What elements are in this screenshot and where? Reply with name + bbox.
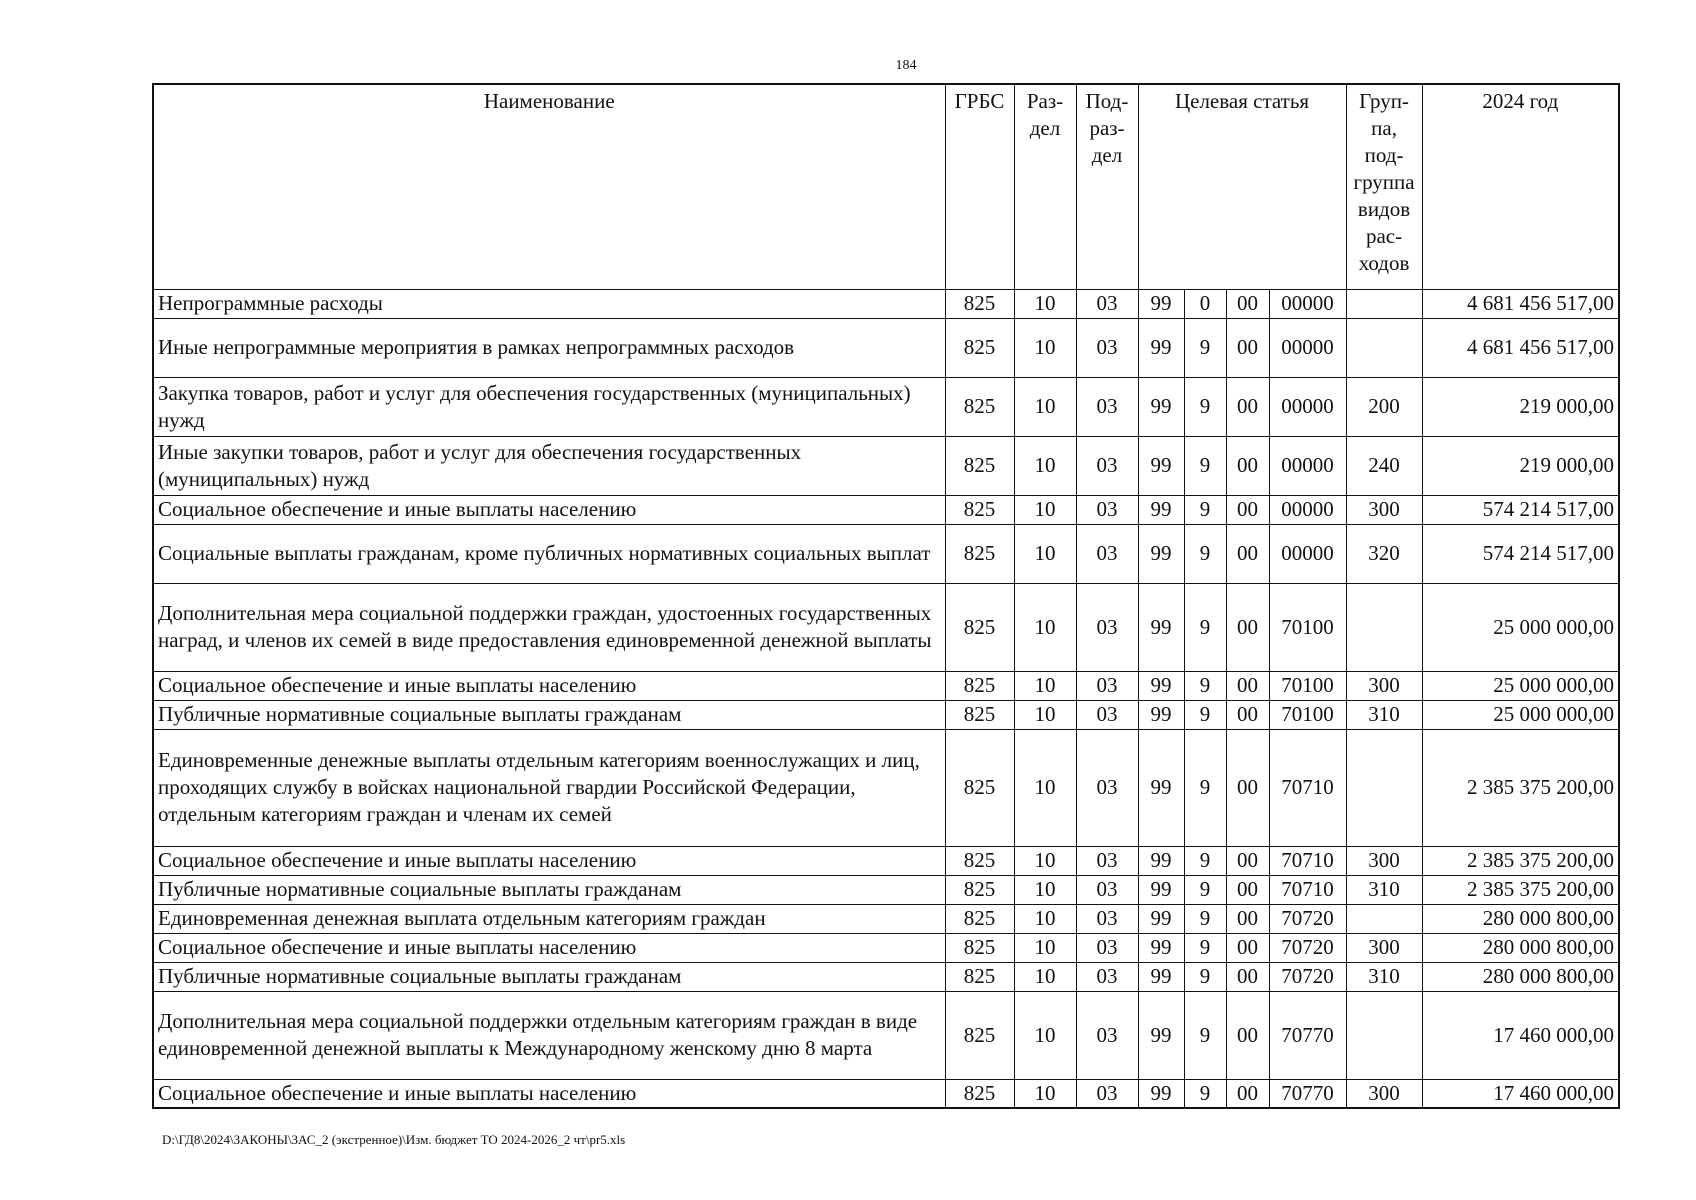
row-name: Социальное обеспечение и иные выплаты населению bbox=[153, 671, 945, 700]
row-grbs: 825 bbox=[945, 933, 1014, 962]
row-target-subprogram: 9 bbox=[1184, 495, 1226, 524]
row-name: Социальное обеспечение и иные выплаты населению bbox=[153, 846, 945, 875]
header-grbs: ГРБС bbox=[945, 84, 1014, 289]
row-expense-group bbox=[1346, 991, 1422, 1079]
row-podrazdel: 03 bbox=[1076, 1079, 1138, 1108]
row-target-code: 00000 bbox=[1269, 436, 1346, 495]
row-target-code: 00000 bbox=[1269, 377, 1346, 436]
row-target-direction: 00 bbox=[1226, 991, 1269, 1079]
row-name: Дополнительная мера социальной поддержки граждан, удостоенных государственных наград, и членов их семей в виде предоставления единовременной денежной выплаты bbox=[153, 583, 945, 671]
row-podrazdel: 03 bbox=[1076, 524, 1138, 583]
row-expense-group: 310 bbox=[1346, 962, 1422, 991]
row-target-code: 00000 bbox=[1269, 524, 1346, 583]
row-amount: 280 000 800,00 bbox=[1422, 962, 1619, 991]
row-razdel: 10 bbox=[1014, 377, 1076, 436]
page-number: 184 bbox=[895, 58, 917, 73]
row-expense-group: 300 bbox=[1346, 495, 1422, 524]
row-target-program: 99 bbox=[1138, 904, 1184, 933]
row-target-direction: 00 bbox=[1226, 729, 1269, 846]
row-razdel: 10 bbox=[1014, 289, 1076, 318]
table-row bbox=[153, 1079, 1619, 1108]
row-name: Социальные выплаты гражданам, кроме публичных нормативных социальных выплат bbox=[153, 524, 945, 583]
header-podrazdel: Под- раз- дел bbox=[1076, 84, 1138, 289]
row-grbs: 825 bbox=[945, 377, 1014, 436]
row-target-program: 99 bbox=[1138, 524, 1184, 583]
row-expense-group: 300 bbox=[1346, 671, 1422, 700]
row-grbs: 825 bbox=[945, 700, 1014, 729]
row-podrazdel: 03 bbox=[1076, 700, 1138, 729]
row-expense-group: 300 bbox=[1346, 933, 1422, 962]
row-amount: 280 000 800,00 bbox=[1422, 933, 1619, 962]
row-amount: 4 681 456 517,00 bbox=[1422, 318, 1619, 377]
row-podrazdel: 03 bbox=[1076, 377, 1138, 436]
row-razdel: 10 bbox=[1014, 846, 1076, 875]
row-target-code: 70100 bbox=[1269, 700, 1346, 729]
row-target-program: 99 bbox=[1138, 671, 1184, 700]
row-amount: 4 681 456 517,00 bbox=[1422, 289, 1619, 318]
row-target-subprogram: 9 bbox=[1184, 991, 1226, 1079]
row-podrazdel: 03 bbox=[1076, 991, 1138, 1079]
row-name: Публичные нормативные социальные выплаты гражданам bbox=[153, 875, 945, 904]
row-podrazdel: 03 bbox=[1076, 904, 1138, 933]
row-podrazdel: 03 bbox=[1076, 846, 1138, 875]
row-target-code: 70770 bbox=[1269, 991, 1346, 1079]
row-target-direction: 00 bbox=[1226, 671, 1269, 700]
row-amount: 574 214 517,00 bbox=[1422, 524, 1619, 583]
row-target-code: 70710 bbox=[1269, 729, 1346, 846]
row-grbs: 825 bbox=[945, 495, 1014, 524]
row-razdel: 10 bbox=[1014, 875, 1076, 904]
row-name: Публичные нормативные социальные выплаты гражданам bbox=[153, 700, 945, 729]
row-target-subprogram: 9 bbox=[1184, 729, 1226, 846]
row-grbs: 825 bbox=[945, 875, 1014, 904]
row-expense-group: 240 bbox=[1346, 436, 1422, 495]
row-target-subprogram: 9 bbox=[1184, 436, 1226, 495]
row-amount: 219 000,00 bbox=[1422, 377, 1619, 436]
header-name: Наименование bbox=[153, 84, 945, 289]
row-podrazdel: 03 bbox=[1076, 671, 1138, 700]
row-target-direction: 00 bbox=[1226, 524, 1269, 583]
row-expense-group: 300 bbox=[1346, 846, 1422, 875]
row-grbs: 825 bbox=[945, 318, 1014, 377]
row-razdel: 10 bbox=[1014, 436, 1076, 495]
row-target-code: 70720 bbox=[1269, 962, 1346, 991]
row-target-program: 99 bbox=[1138, 289, 1184, 318]
row-target-program: 99 bbox=[1138, 377, 1184, 436]
row-name: Непрограммные расходы bbox=[153, 289, 945, 318]
row-razdel: 10 bbox=[1014, 904, 1076, 933]
table-header-row bbox=[153, 84, 1619, 289]
row-grbs: 825 bbox=[945, 583, 1014, 671]
row-razdel: 10 bbox=[1014, 318, 1076, 377]
row-target-program: 99 bbox=[1138, 875, 1184, 904]
row-podrazdel: 03 bbox=[1076, 583, 1138, 671]
row-target-subprogram: 9 bbox=[1184, 377, 1226, 436]
footer-file-path: D:\ГД8\2024\ЗАКОНЫ\ЗАС_2 (экстренное)\Изм. бюджет ТО 2024-2026_2 чт\pr5.xls bbox=[162, 1132, 626, 1147]
row-target-subprogram: 0 bbox=[1184, 289, 1226, 318]
row-target-program: 99 bbox=[1138, 962, 1184, 991]
row-name: Закупка товаров, работ и услуг для обеспечения государственных (муниципальных) нужд bbox=[153, 377, 945, 436]
row-target-program: 99 bbox=[1138, 495, 1184, 524]
row-target-code: 70720 bbox=[1269, 904, 1346, 933]
row-razdel: 10 bbox=[1014, 729, 1076, 846]
row-name: Публичные нормативные социальные выплаты гражданам bbox=[153, 962, 945, 991]
row-expense-group bbox=[1346, 904, 1422, 933]
row-target-code: 70100 bbox=[1269, 583, 1346, 671]
row-grbs: 825 bbox=[945, 671, 1014, 700]
row-podrazdel: 03 bbox=[1076, 495, 1138, 524]
row-target-subprogram: 9 bbox=[1184, 671, 1226, 700]
row-razdel: 10 bbox=[1014, 962, 1076, 991]
row-razdel: 10 bbox=[1014, 671, 1076, 700]
row-razdel: 10 bbox=[1014, 991, 1076, 1079]
table-row bbox=[153, 671, 1619, 700]
row-expense-group: 320 bbox=[1346, 524, 1422, 583]
row-target-direction: 00 bbox=[1226, 583, 1269, 671]
row-target-direction: 00 bbox=[1226, 1079, 1269, 1108]
header-expense-group: Груп- па, под- группа видов рас- ходов bbox=[1346, 84, 1422, 289]
table-row bbox=[153, 962, 1619, 991]
row-grbs: 825 bbox=[945, 729, 1014, 846]
row-target-program: 99 bbox=[1138, 436, 1184, 495]
row-target-subprogram: 9 bbox=[1184, 904, 1226, 933]
table-row bbox=[153, 904, 1619, 933]
row-target-direction: 00 bbox=[1226, 436, 1269, 495]
budget-table bbox=[152, 83, 1620, 1109]
row-target-program: 99 bbox=[1138, 933, 1184, 962]
table-row bbox=[153, 524, 1619, 583]
row-name: Дополнительная мера социальной поддержки отдельным категориям граждан в виде единовременной денежной выплаты к Международному женскому дню 8 марта bbox=[153, 991, 945, 1079]
row-amount: 17 460 000,00 bbox=[1422, 1079, 1619, 1108]
row-target-subprogram: 9 bbox=[1184, 700, 1226, 729]
row-target-direction: 00 bbox=[1226, 318, 1269, 377]
row-name: Социальное обеспечение и иные выплаты населению bbox=[153, 495, 945, 524]
row-razdel: 10 bbox=[1014, 700, 1076, 729]
row-amount: 574 214 517,00 bbox=[1422, 495, 1619, 524]
table-row bbox=[153, 289, 1619, 318]
row-target-program: 99 bbox=[1138, 729, 1184, 846]
row-grbs: 825 bbox=[945, 524, 1014, 583]
row-grbs: 825 bbox=[945, 904, 1014, 933]
header-year-2024: 2024 год bbox=[1422, 84, 1619, 289]
header-razdel: Раз- дел bbox=[1014, 84, 1076, 289]
row-expense-group bbox=[1346, 583, 1422, 671]
row-expense-group: 300 bbox=[1346, 1079, 1422, 1108]
row-name: Социальное обеспечение и иные выплаты населению bbox=[153, 933, 945, 962]
row-name: Иные закупки товаров, работ и услуг для обеспечения государственных (муниципальных) нужд bbox=[153, 436, 945, 495]
row-grbs: 825 bbox=[945, 289, 1014, 318]
row-name: Единовременная денежная выплата отдельным категориям граждан bbox=[153, 904, 945, 933]
row-razdel: 10 bbox=[1014, 1079, 1076, 1108]
table-row bbox=[153, 729, 1619, 846]
row-target-program: 99 bbox=[1138, 700, 1184, 729]
row-expense-group bbox=[1346, 729, 1422, 846]
row-target-subprogram: 9 bbox=[1184, 318, 1226, 377]
row-grbs: 825 bbox=[945, 991, 1014, 1079]
row-target-direction: 00 bbox=[1226, 904, 1269, 933]
row-amount: 25 000 000,00 bbox=[1422, 700, 1619, 729]
row-amount: 2 385 375 200,00 bbox=[1422, 875, 1619, 904]
row-podrazdel: 03 bbox=[1076, 875, 1138, 904]
row-podrazdel: 03 bbox=[1076, 436, 1138, 495]
row-amount: 219 000,00 bbox=[1422, 436, 1619, 495]
row-razdel: 10 bbox=[1014, 933, 1076, 962]
row-target-direction: 00 bbox=[1226, 377, 1269, 436]
row-amount: 2 385 375 200,00 bbox=[1422, 846, 1619, 875]
row-target-direction: 00 bbox=[1226, 846, 1269, 875]
row-target-subprogram: 9 bbox=[1184, 962, 1226, 991]
row-expense-group bbox=[1346, 289, 1422, 318]
row-target-direction: 00 bbox=[1226, 700, 1269, 729]
row-target-direction: 00 bbox=[1226, 933, 1269, 962]
table-row bbox=[153, 495, 1619, 524]
table-row bbox=[153, 875, 1619, 904]
row-target-direction: 00 bbox=[1226, 495, 1269, 524]
row-target-program: 99 bbox=[1138, 991, 1184, 1079]
row-podrazdel: 03 bbox=[1076, 933, 1138, 962]
table-row bbox=[153, 318, 1619, 377]
row-razdel: 10 bbox=[1014, 495, 1076, 524]
row-expense-group: 310 bbox=[1346, 700, 1422, 729]
row-grbs: 825 bbox=[945, 846, 1014, 875]
table-row bbox=[153, 933, 1619, 962]
row-amount: 25 000 000,00 bbox=[1422, 671, 1619, 700]
row-expense-group: 200 bbox=[1346, 377, 1422, 436]
row-podrazdel: 03 bbox=[1076, 962, 1138, 991]
row-target-code: 70710 bbox=[1269, 875, 1346, 904]
table-row bbox=[153, 700, 1619, 729]
row-name: Единовременные денежные выплаты отдельным категориям военнослужащих и лиц, проходящих службу в войсках национальной гвардии Российской Федерации, отдельным категориям граждан и членам их семей bbox=[153, 729, 945, 846]
row-expense-group bbox=[1346, 318, 1422, 377]
row-target-code: 00000 bbox=[1269, 495, 1346, 524]
row-amount: 280 000 800,00 bbox=[1422, 904, 1619, 933]
table-row bbox=[153, 846, 1619, 875]
row-podrazdel: 03 bbox=[1076, 729, 1138, 846]
row-grbs: 825 bbox=[945, 436, 1014, 495]
row-target-code: 00000 bbox=[1269, 289, 1346, 318]
row-target-subprogram: 9 bbox=[1184, 846, 1226, 875]
table-row bbox=[153, 377, 1619, 436]
row-target-subprogram: 9 bbox=[1184, 524, 1226, 583]
row-razdel: 10 bbox=[1014, 583, 1076, 671]
row-amount: 17 460 000,00 bbox=[1422, 991, 1619, 1079]
row-name: Иные непрограммные мероприятия в рамках непрограммных расходов bbox=[153, 318, 945, 377]
table-row bbox=[153, 583, 1619, 671]
row-target-code: 70100 bbox=[1269, 671, 1346, 700]
row-target-subprogram: 9 bbox=[1184, 875, 1226, 904]
row-amount: 2 385 375 200,00 bbox=[1422, 729, 1619, 846]
row-razdel: 10 bbox=[1014, 524, 1076, 583]
row-target-code: 70710 bbox=[1269, 846, 1346, 875]
row-amount: 25 000 000,00 bbox=[1422, 583, 1619, 671]
row-target-subprogram: 9 bbox=[1184, 933, 1226, 962]
row-target-subprogram: 9 bbox=[1184, 583, 1226, 671]
row-target-code: 70770 bbox=[1269, 1079, 1346, 1108]
row-target-program: 99 bbox=[1138, 1079, 1184, 1108]
row-target-program: 99 bbox=[1138, 583, 1184, 671]
row-grbs: 825 bbox=[945, 1079, 1014, 1108]
row-target-program: 99 bbox=[1138, 318, 1184, 377]
row-expense-group: 310 bbox=[1346, 875, 1422, 904]
table-row bbox=[153, 436, 1619, 495]
row-target-code: 70720 bbox=[1269, 933, 1346, 962]
row-name: Социальное обеспечение и иные выплаты населению bbox=[153, 1079, 945, 1108]
table-body bbox=[153, 289, 1619, 1108]
row-target-direction: 00 bbox=[1226, 289, 1269, 318]
row-target-subprogram: 9 bbox=[1184, 1079, 1226, 1108]
row-target-direction: 00 bbox=[1226, 962, 1269, 991]
table-row bbox=[153, 991, 1619, 1079]
row-podrazdel: 03 bbox=[1076, 318, 1138, 377]
header-target-article: Целевая статья bbox=[1138, 84, 1346, 289]
row-grbs: 825 bbox=[945, 962, 1014, 991]
row-target-program: 99 bbox=[1138, 846, 1184, 875]
row-target-direction: 00 bbox=[1226, 875, 1269, 904]
row-podrazdel: 03 bbox=[1076, 289, 1138, 318]
row-target-code: 00000 bbox=[1269, 318, 1346, 377]
